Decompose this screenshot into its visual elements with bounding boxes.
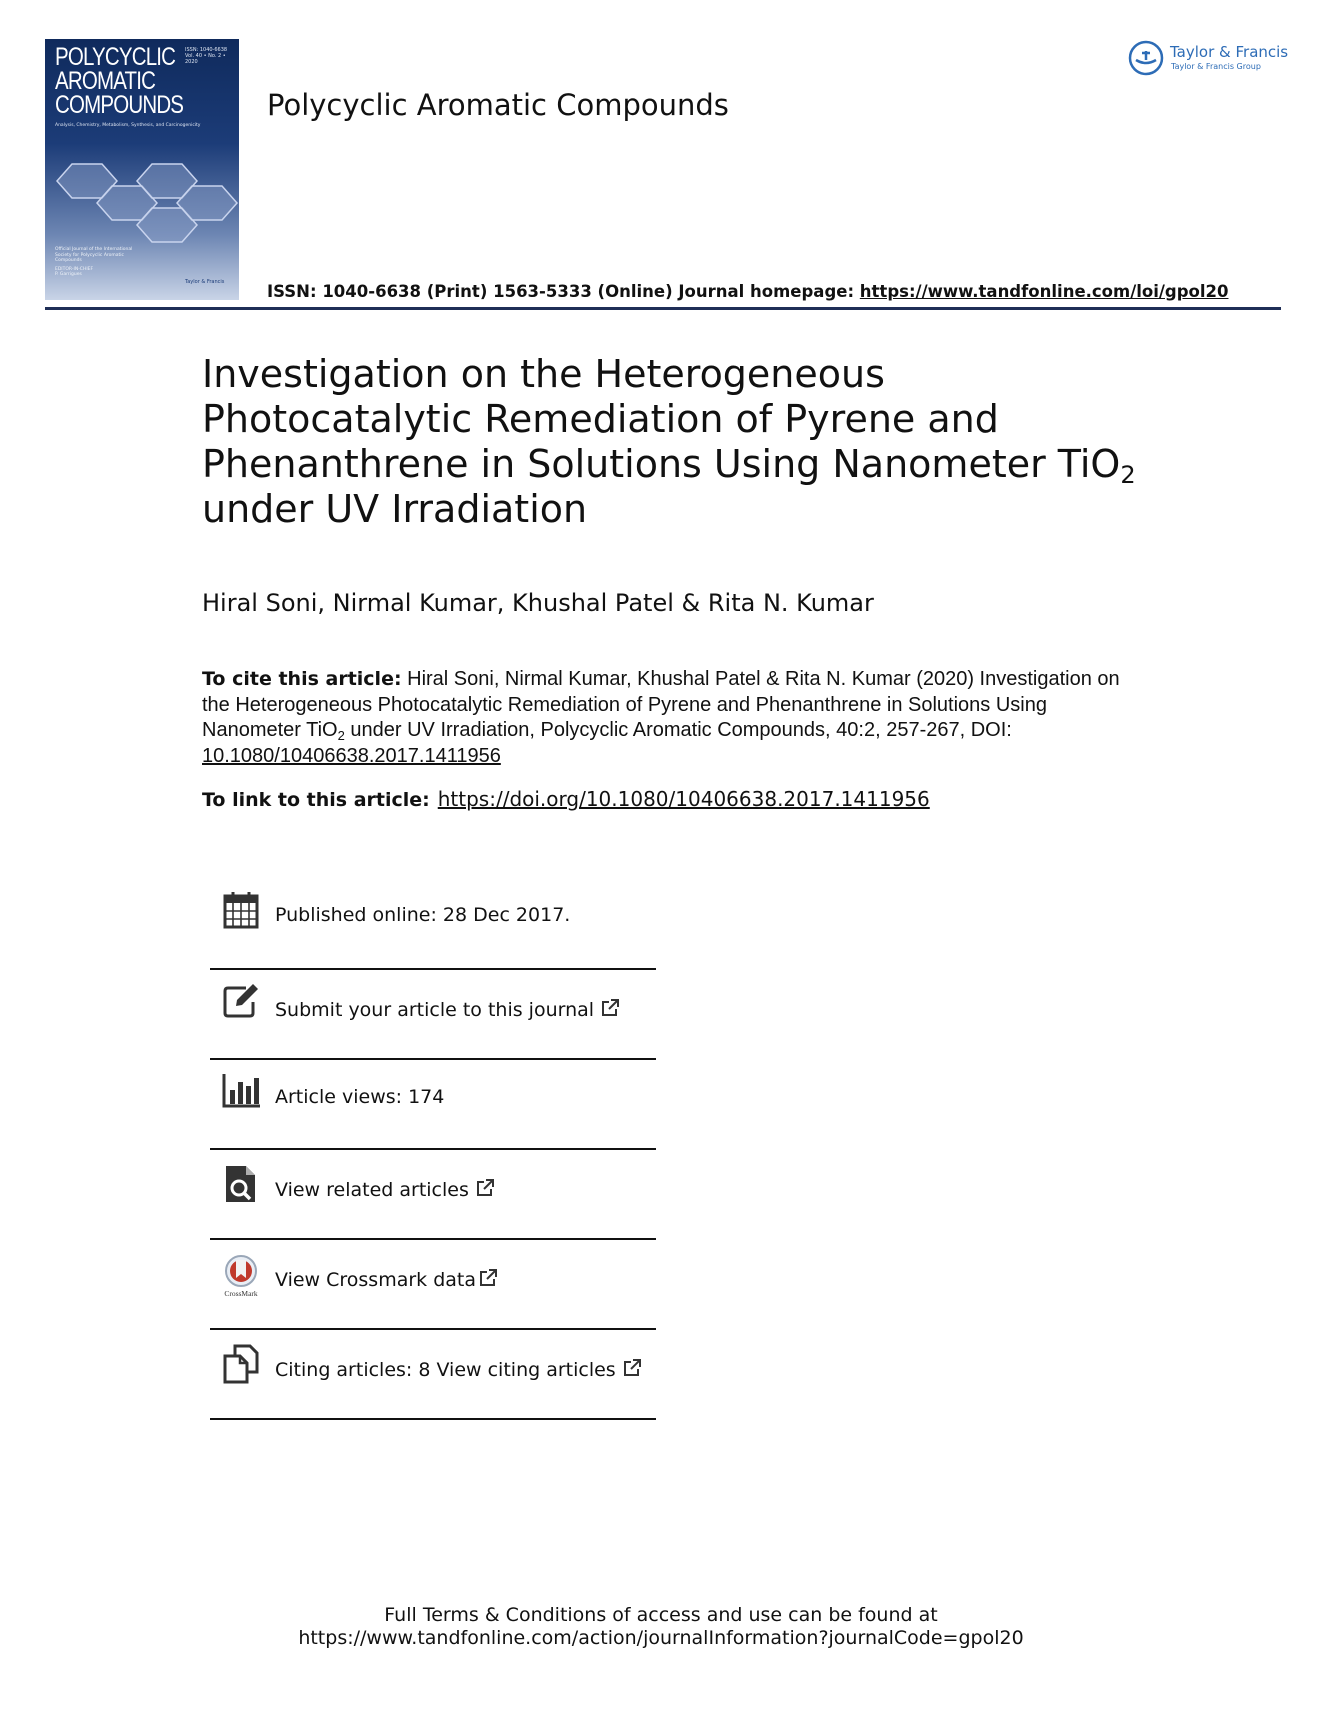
copy-documents-icon xyxy=(222,1344,260,1384)
taylor-francis-icon xyxy=(1127,39,1165,77)
issn-text: ISSN: 1040-6638 (Print) 1563-5333 (Online) Journal homepage: xyxy=(267,282,860,301)
journal-homepage-link[interactable]: https://www.tandfonline.com/loi/gpol20 xyxy=(859,282,1229,301)
edit-icon xyxy=(222,982,260,1022)
journal-name: Polycyclic Aromatic Compounds xyxy=(267,88,729,122)
external-link-icon xyxy=(475,1178,495,1198)
divider xyxy=(210,1418,656,1420)
citation-block: To cite this article: Hiral Soni, Nirmal Kumar, Khushal Patel & Rita N. Kumar (2020) Investigation on the Heterogeneous Photocatalytic Remediation of Pyrene and Phenanthrene in Solutions Using Nanometer TiO$_2$ under UV Irradiation, Polycyclic Aromatic Compounds, 40:2, 257-267, DOI: 10.1080/10406638.2017.1411956 xyxy=(202,668,1120,767)
cite-doi-link[interactable]: 10.1080/10406638.2017.1411956 xyxy=(202,744,501,767)
cover-title-line-1: POLYCYCLIC xyxy=(55,43,176,71)
issn-line xyxy=(267,282,1229,301)
journal-cover xyxy=(45,39,239,300)
article-doi-link[interactable]: https://doi.org/10.1080/10406638.2017.1411956 xyxy=(437,787,930,811)
cover-issn: ISSN: 1040-6638 Vol. 40 • No. 2 • 2020 xyxy=(185,47,228,65)
link-label: To link to this article: xyxy=(202,789,430,811)
cover-official-note: Official Journal of the International Society for Polycyclic Aromatic Compounds EDITOR-IN-CHIEF P. Garrigues xyxy=(55,247,133,277)
divider xyxy=(210,1238,656,1240)
published-date: Published online: 28 Dec 2017. xyxy=(275,904,571,926)
external-link-icon xyxy=(600,998,620,1018)
document-search-icon xyxy=(222,1164,260,1204)
cite-label: To cite this article: xyxy=(202,668,402,690)
external-link-icon xyxy=(478,1268,498,1288)
crossmark-logo-text: CrossMark xyxy=(224,1289,258,1298)
cover-title-line-3: COMPOUNDS xyxy=(55,91,184,119)
view-crossmark-link[interactable]: View Crossmark data xyxy=(275,1268,498,1291)
citing-articles-link[interactable]: Citing articles: 8 View citing articles xyxy=(275,1358,642,1381)
publisher-logo[interactable] xyxy=(1127,39,1287,77)
footer-terms-text: Full Terms & Conditions of access and use can be found at xyxy=(384,1604,938,1626)
footer-terms-link[interactable]: https://www.tandfonline.com/action/journalInformation?journalCode=gpol20 xyxy=(298,1627,1024,1649)
cover-publisher: Taylor & Francis xyxy=(185,279,225,285)
external-link-icon xyxy=(622,1358,642,1378)
publisher-group: Taylor & Francis Group xyxy=(1171,62,1261,71)
divider xyxy=(210,1328,656,1330)
bar-chart-icon xyxy=(222,1072,260,1112)
article-title: Investigation on the Heterogeneous Photocatalytic Remediation of Pyrene and Phenanthrene in Solutions Using Nanometer TiO$_2$ under UV Irradiation xyxy=(202,352,1136,531)
article-authors: Hiral Soni, Nirmal Kumar, Khushal Patel & Rita N. Kumar xyxy=(202,589,874,617)
cover-title-line-2: AROMATIC xyxy=(55,67,156,95)
footer xyxy=(200,1604,1122,1650)
divider xyxy=(210,968,656,970)
submit-article-link[interactable]: Submit your article to this journal xyxy=(275,998,620,1021)
cover-subtitle: Analysis, Chemistry, Metabolism, Synthesis, and Carcinogenicity xyxy=(55,123,201,128)
divider xyxy=(210,1058,656,1060)
calendar-icon xyxy=(222,890,260,930)
publisher-name: Taylor & Francis xyxy=(1170,43,1289,61)
divider xyxy=(210,1148,656,1150)
crossmark-icon xyxy=(222,1254,260,1298)
view-related-articles-link[interactable]: View related articles xyxy=(275,1178,495,1201)
article-views: Article views: 174 xyxy=(275,1086,445,1108)
header-divider xyxy=(45,307,1281,310)
article-link-row xyxy=(202,787,930,811)
